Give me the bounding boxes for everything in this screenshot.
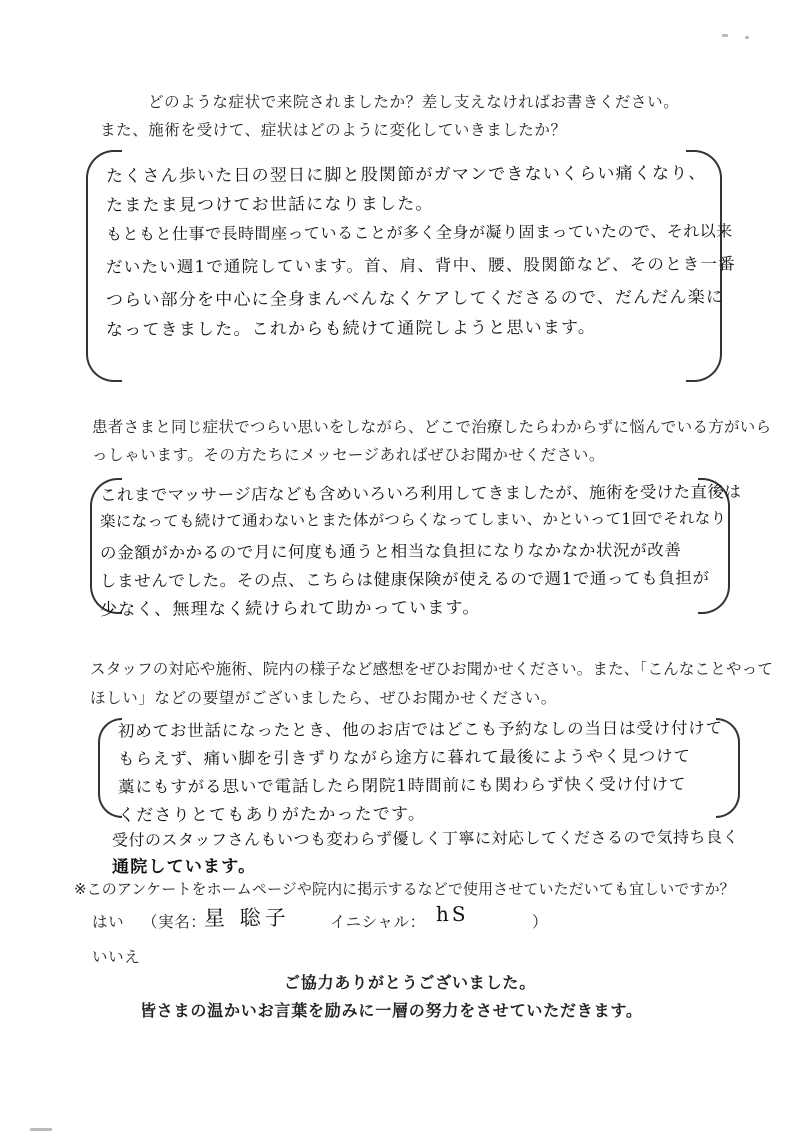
scan-speck xyxy=(30,1128,52,1131)
consent-name-value: 星 聡子 xyxy=(203,905,290,931)
answer-3-line-2: もらえず、痛い脚を引きずりながら途方に暮れて最後にようやく見つけて xyxy=(117,746,691,769)
answer-2-line-3: の金額がかかるので月に何度も通うと相当な負担になりなかなか状況が改善 xyxy=(99,540,682,563)
consent-initial-label: イニシャル： xyxy=(330,913,426,931)
consent-name-label: （実名： xyxy=(142,913,207,931)
question-1-line-2: また、施術を受けて、症状はどのように変化していきましたか？ xyxy=(100,121,567,139)
answer-2-line-2: 楽になっても続けて通わないとまた体がつらくなってしまい、かといって1回でそれなり xyxy=(99,509,727,531)
answer-3-line-5: 受付のスタッフさんもいつも変わらず優しく丁寧に対応してくださるので気持ち良く xyxy=(111,827,740,850)
consent-no-label: いいえ xyxy=(92,948,141,966)
closing-line-1: ご協力ありがとうございました。 xyxy=(284,973,537,992)
answer-1-line-6: なってきました。これからも続けて通院しようと思います。 xyxy=(105,317,597,341)
answer-3-line-3: 藁にもすがる思いで電話したら閉院1時間前にも関わらず快く受け付けて xyxy=(117,774,687,797)
question-2-line-2: っしゃいます。その方たちにメッセージあればぜひお聞かせください。 xyxy=(92,446,606,464)
question-2-line-1: 患者さまと同じ症状でつらい思いをしながら、どこで治療したらわからずに悩んでいる方がいら xyxy=(92,418,772,436)
question-3-line-2: ほしい」などの要望がございましたら、ぜひお聞かせください。 xyxy=(90,689,557,707)
answer-1-line-3: もともと仕事で長時間座っていることが多く全身が凝り固まっていたので、それ以来 xyxy=(105,221,733,244)
consent-yes-label: はい xyxy=(92,913,125,931)
answer-2-line-4: しませんでした。その点、こちらは健康保険が使えるので週1で通っても負担が xyxy=(99,568,710,591)
scan-speck xyxy=(745,36,749,39)
answer-3-line-1: 初めてお世話になったとき、他のお店ではどこも予約なしの当日は受け付けて xyxy=(117,718,723,741)
answer-3-line-4: くださりとてもありがたかったです。 xyxy=(117,804,427,826)
answer-3-line-6: 通院しています。 xyxy=(111,856,257,878)
answer-2-line-1: これまでマッサージ店なども含めいろいろ利用してきましたが、施術を受けた直後は xyxy=(99,482,742,505)
answer-1-line-4: だいたい週1で通院しています。首、肩、背中、腰、股関節など、そのとき一番 xyxy=(105,254,736,277)
answer-1-line-1: たくさん歩いた日の翌日に脚と股関節がガマンできないくらい痛くなり、 xyxy=(105,163,707,187)
closing-line-2: 皆さまの温かいお言葉を励みに一層の努力をさせていただきます。 xyxy=(140,1001,643,1020)
consent-close-paren: ） xyxy=(532,913,549,931)
answer-2-line-5: 少なく、無理なく続けられて助かっています。 xyxy=(99,598,481,620)
consent-question: ※このアンケートをホームページや院内に掲示するなどで使用させていただいても宜しいですか？ xyxy=(74,880,735,898)
question-1-line-1: どのような症状で来院されましたか？差し支えなければお書きください。 xyxy=(148,93,680,111)
consent-initial-value: hS xyxy=(435,901,469,927)
answer-1-line-5: つらい部分を中心に全身まんべんなくケアしてくださるので、だんだん楽に xyxy=(105,287,725,311)
scan-speck xyxy=(722,34,728,37)
answer-1-line-2: たまたま見つけてお世話になりました。 xyxy=(105,194,434,216)
question-3-line-1: スタッフの対応や施術、院内の様子など感想をぜひお聞かせください。また、「こんなことやって xyxy=(90,660,774,678)
